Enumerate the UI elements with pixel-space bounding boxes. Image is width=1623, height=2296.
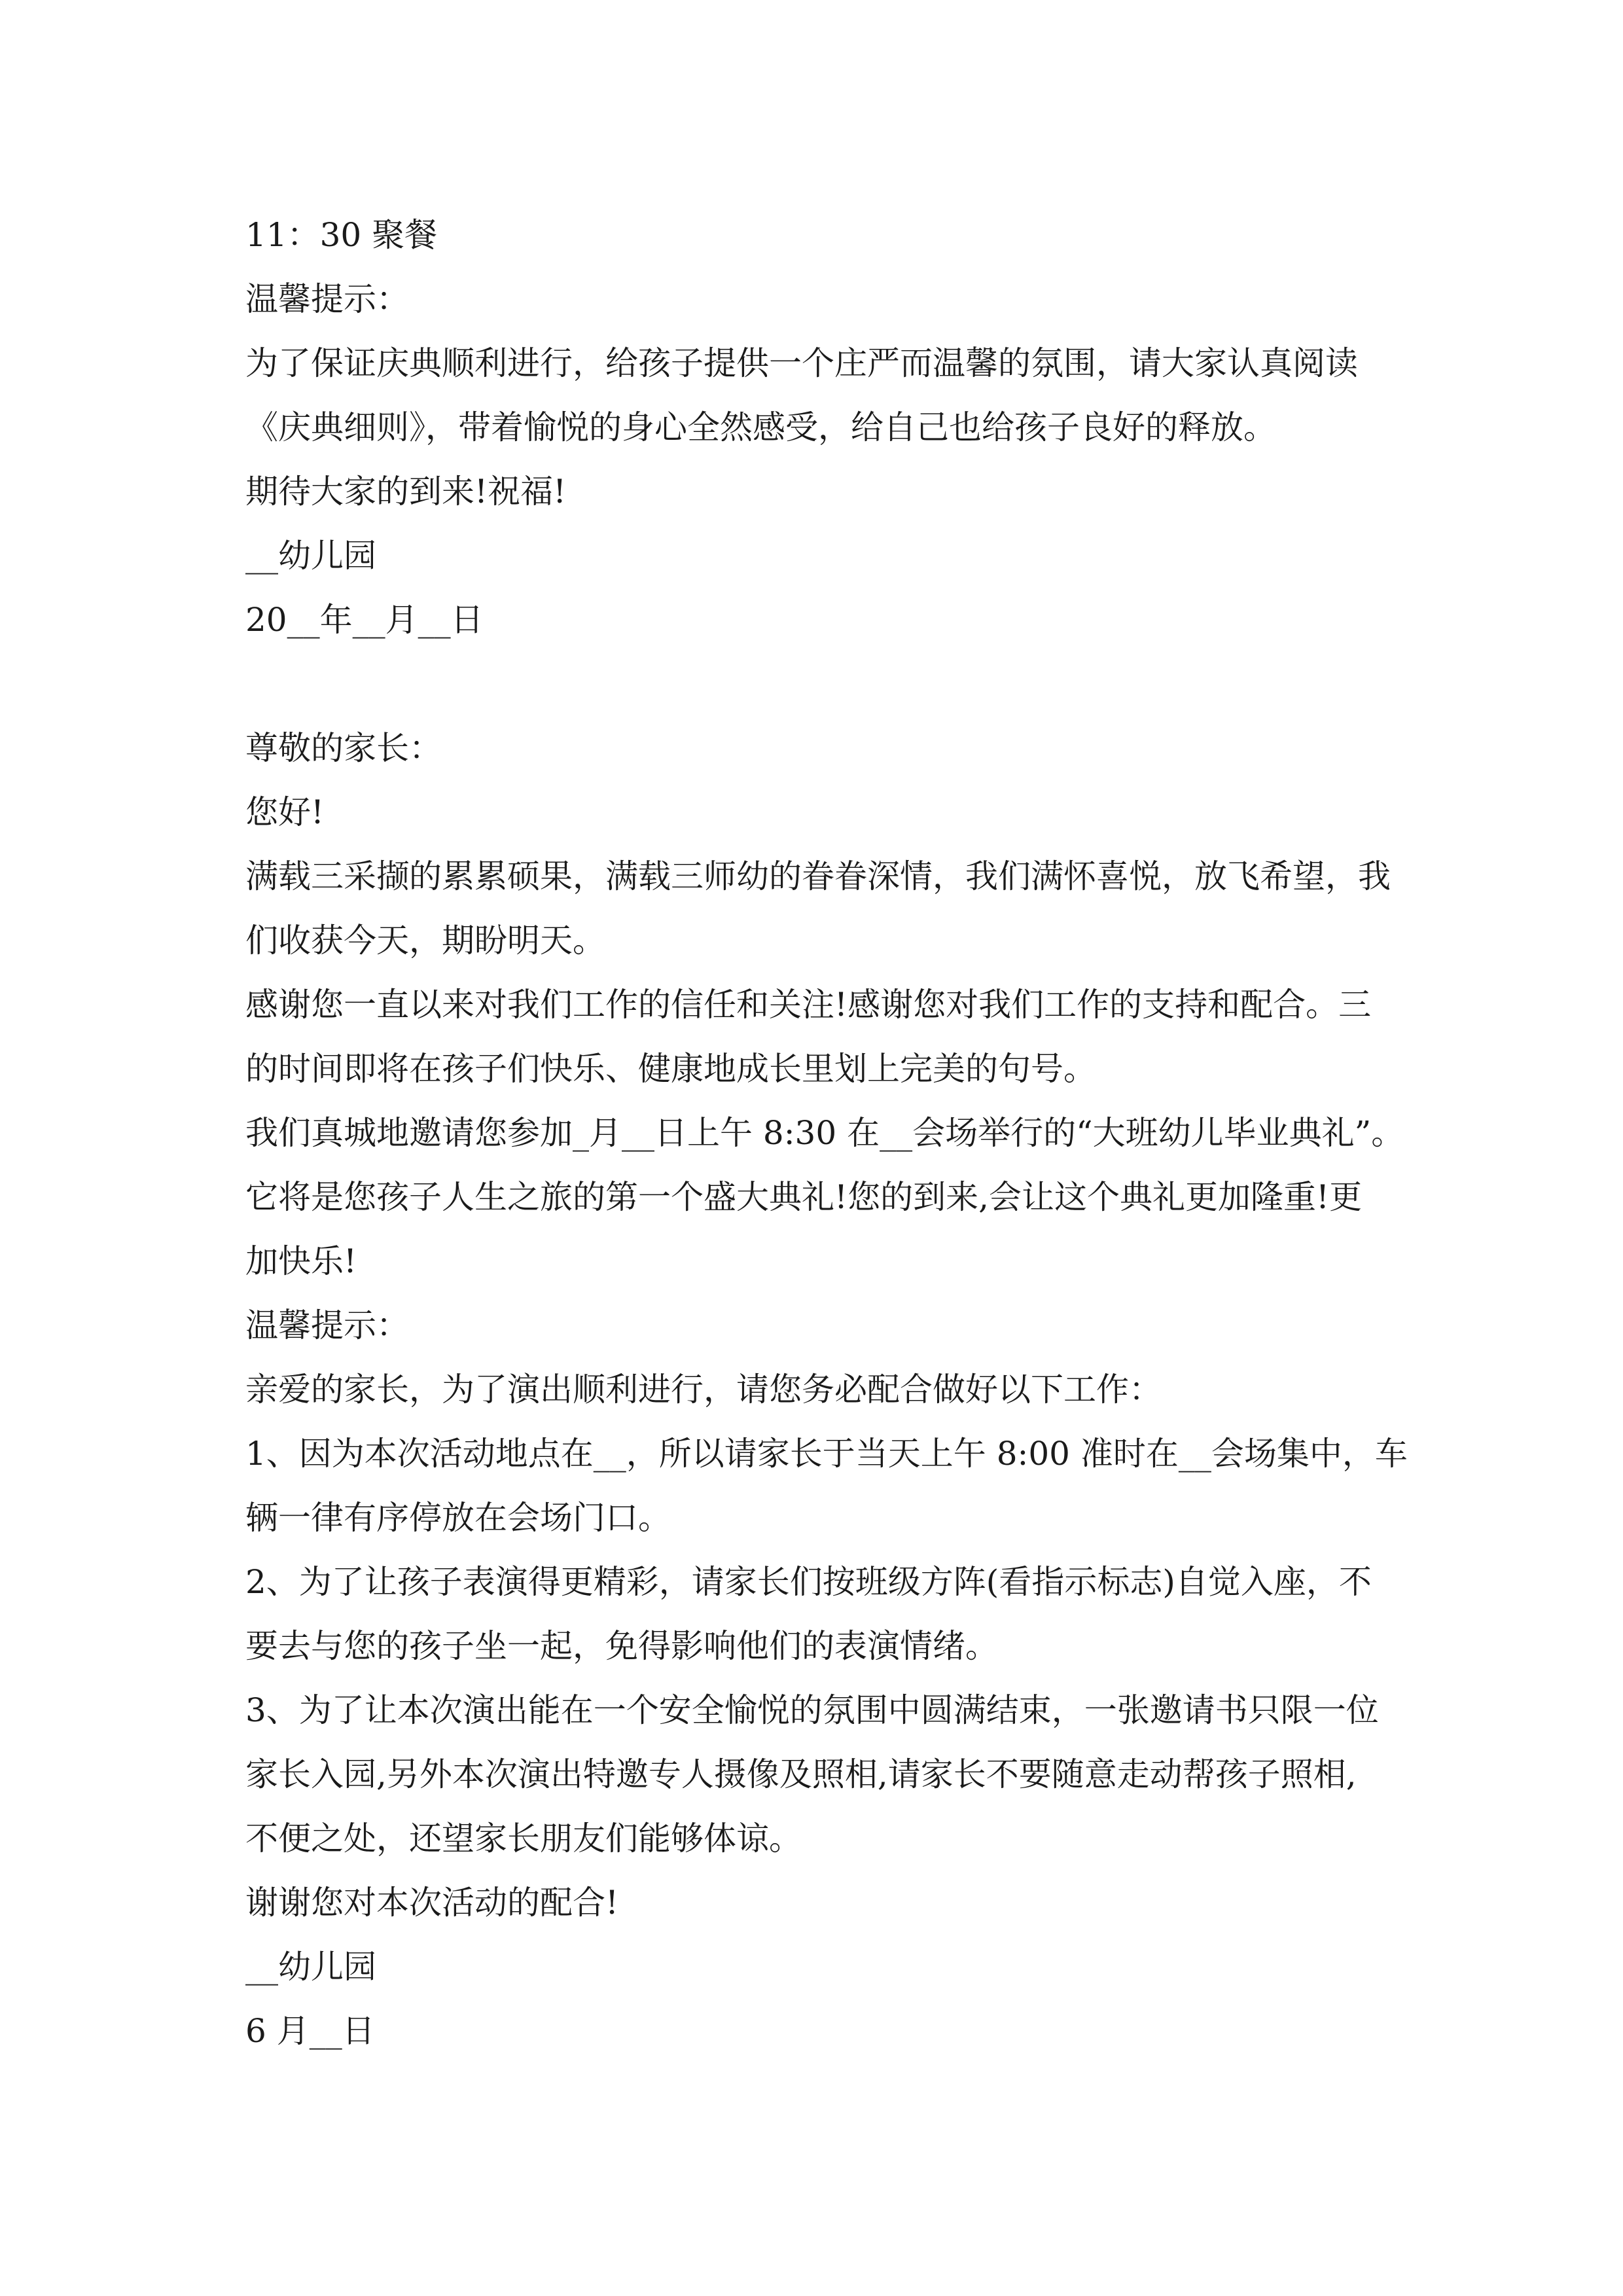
closing-line: 期待大家的到来!祝福! [245,473,567,511]
list-item-line: 家长入园,另外本次演出特邀专人摄像及照相,请家长不要随意走动帮孩子照相, [245,1755,1357,1793]
list-item-line: 辆一律有序停放在会场门口。 [245,1499,671,1537]
paragraph-line: 们收获今天，期盼明天。 [245,922,605,960]
tip-heading: 温馨提示： [245,1306,409,1344]
paragraph-line: 它将是您孩子人生之旅的第一个盛大典礼!您的到来,会让这个典礼更加隆重!更 [245,1178,1363,1216]
paragraph-line: 满载三采撷的累累硕果，满载三师幼的眷眷深情，我们满怀喜悦，放飞希望，我 [245,857,1391,895]
list-item-line: 要去与您的孩子坐一起，免得影响他们的表演情绪。 [245,1627,998,1665]
schedule-meal-time: 11：30 聚餐 [245,216,438,254]
paragraph-line: 感谢您一直以来对我们工作的信任和关注!感谢您对我们工作的支持和配合。三 [245,986,1372,1024]
tip-heading: 温馨提示： [245,280,409,318]
signature-date: 20__年__月__日 [245,601,484,639]
list-item-line: 3、为了让本次演出能在一个安全愉悦的氛围中圆满结束，一张邀请书只限一位 [245,1691,1379,1729]
tip-text-line: 为了保证庆典顺利进行，给孩子提供一个庄严而温馨的氛围，请大家认真阅读 [245,344,1358,382]
tip-intro: 亲爱的家长，为了演出顺利进行，请您务必配合做好以下工作： [245,1371,1162,1408]
paragraph-line: 的时间即将在孩子们快乐、健康地成长里划上完美的句号。 [245,1050,1096,1088]
thanks-line: 谢谢您对本次活动的配合! [245,1884,619,1922]
tip-text-line: 《庆典细则》，带着愉悦的身心全然感受，给自己也给孩子良好的释放。 [245,408,1276,446]
signature-kindergarten: __幼儿园 [245,537,376,575]
greeting: 您好! [245,793,325,831]
list-item-line: 不便之处，还望家长朋友们能够体谅。 [245,1820,802,1857]
salutation: 尊敬的家长： [245,729,442,767]
list-item-line: 1、因为本次活动地点在__，所以请家长于当天上午 8:00 准时在__会场集中，车 [245,1435,1408,1473]
paragraph-line: 我们真城地邀请您参加_月__日上午 8:30 在__会场举行的“大班幼儿毕业典礼”。 [245,1114,1404,1152]
document-body [245,203,1408,2063]
paragraph-line: 加快乐! [245,1242,357,1280]
list-item-line: 2、为了让孩子表演得更精彩，请家长们按班级方阵(看指示标志)自觉入座，不 [245,1563,1372,1601]
section-spacer [245,652,1384,716]
signature-kindergarten: __幼儿园 [245,1948,376,1986]
signature-date: 6 月__日 [245,2012,375,2050]
